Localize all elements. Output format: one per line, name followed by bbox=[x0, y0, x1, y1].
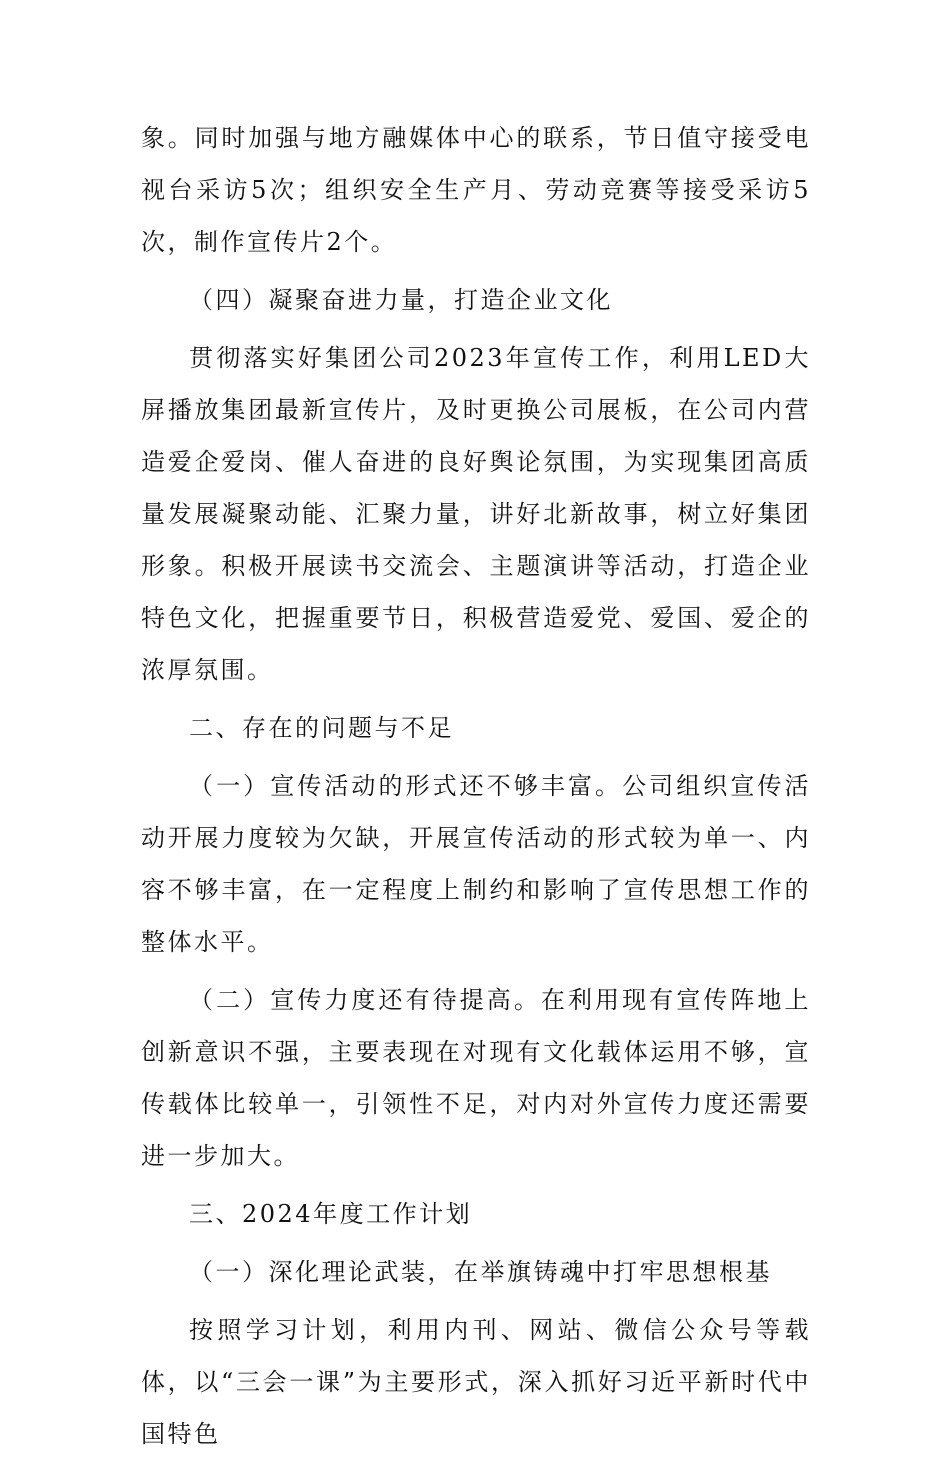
paragraph-corporate-culture: 贯彻落实好集团公司2023年宣传工作，利用LED大屏播放集团最新宣传片，及时更换公司展板，在公司内营造爱企爱岗、催人奋进的良好舆论氛围，为实现集团高质量发展凝聚动能、汇聚力量，讲好北新故事，树立好集团形象。积极开展读书交流会、主题演讲等活动，打造企业特色文化，把握重要节日，积极营造爱党、爱国、爱企的浓厚氛围。 bbox=[141, 344, 811, 684]
paragraph-problem-1: （一）宣传活动的形式还不够丰富。公司组织宣传活动开展力度较为欠缺，开展宣传活动的形式较为单一、内容不够丰富，在一定程度上制约和影响了宣传思想工作的整体水平。 bbox=[141, 772, 811, 956]
paragraph-problem-2: （二）宣传力度还有待提高。在利用现有宣传阵地上创新意识不强，主要表现在对现有文化载体运用不够，宣传载体比较单一，引领性不足，对内对外宣传力度还需要进一步加大。 bbox=[141, 986, 811, 1170]
paragraph-continuation: 象。同时加强与地方融媒体中心的联系，节日值守接受电视台采访5次；组织安全生产月、劳动竞赛等接受采访5次，制作宣传片2个。 bbox=[141, 124, 811, 256]
paragraph-plan-1: 按照学习计划，利用内刊、网站、微信公众号等载体，以“三会一课”为主要形式，深入抓好习近平新时代中国特色 bbox=[141, 1316, 811, 1448]
heading-plan-1: （一）深化理论武装，在举旗铸魂中打牢思想根基 bbox=[189, 1258, 772, 1286]
document-body bbox=[141, 112, 811, 1460]
heading-section-4: （四）凝聚奋进力量，打造企业文化 bbox=[189, 286, 613, 314]
heading-problems: 二、存在的问题与不足 bbox=[189, 714, 454, 742]
heading-work-plan: 三、2024年度工作计划 bbox=[189, 1200, 473, 1228]
